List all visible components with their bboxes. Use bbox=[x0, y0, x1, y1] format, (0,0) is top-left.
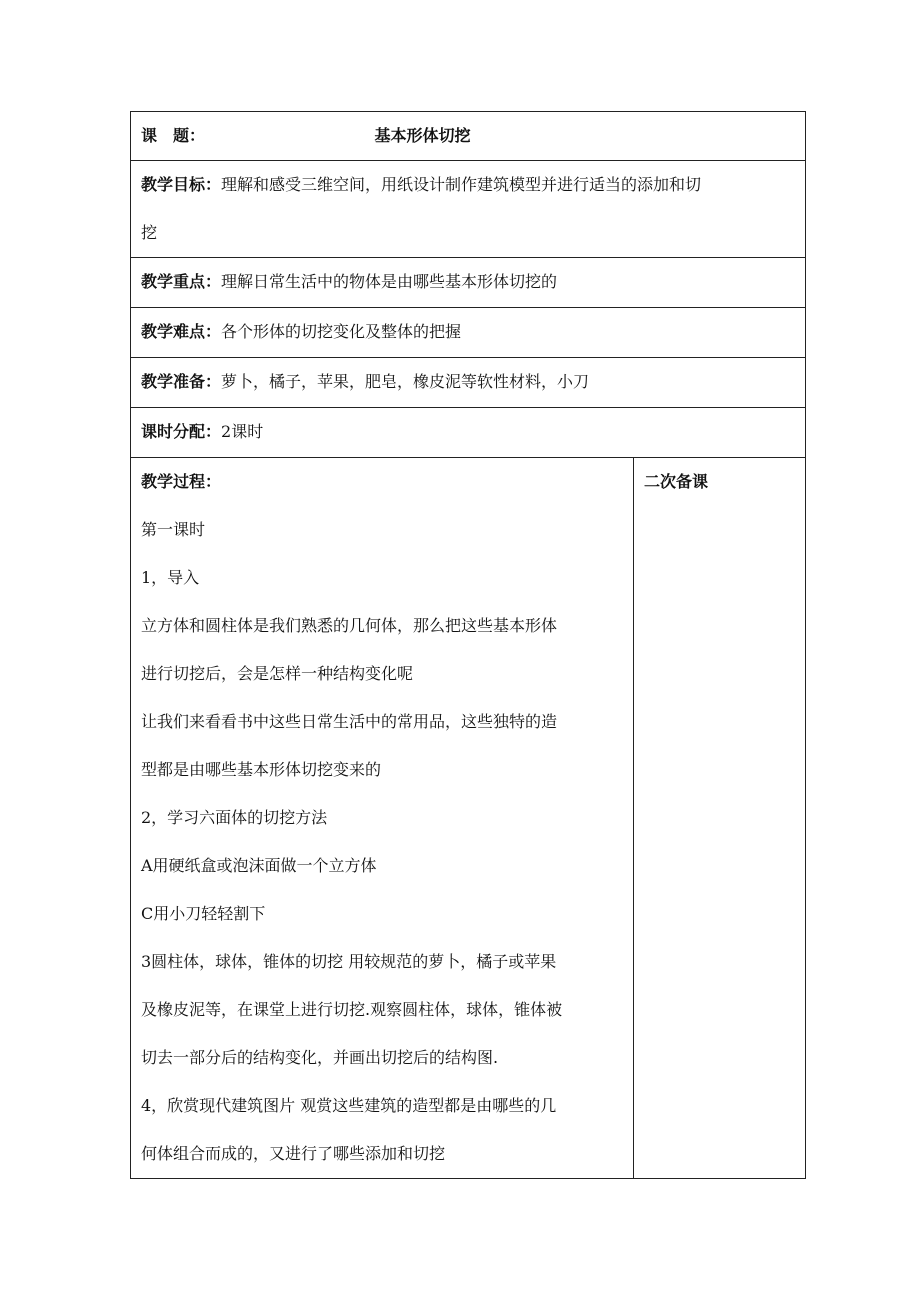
goal-row bbox=[131, 161, 806, 258]
process-line: 进行切挖后，会是怎样一种结构变化呢 bbox=[141, 664, 414, 683]
process-line: 切去一部分后的结构变化，并画出切挖后的结构图. bbox=[141, 1048, 499, 1067]
hours-row bbox=[131, 408, 806, 458]
goal-cell bbox=[131, 161, 806, 258]
process-line: 第一课时 bbox=[141, 520, 206, 539]
notes-label: 二次备课 bbox=[644, 472, 709, 491]
goal-text-line2: 挖 bbox=[141, 223, 158, 242]
hours-label: 课时分配： bbox=[141, 422, 222, 441]
difficulty-row bbox=[131, 308, 806, 358]
difficulty-label: 教学难点： bbox=[141, 322, 222, 341]
process-line: 型都是由哪些基本形体切挖变来的 bbox=[141, 760, 382, 779]
process-line: C用小刀轻轻割下 bbox=[141, 904, 266, 923]
process-cell bbox=[131, 458, 634, 1179]
preparation-row bbox=[131, 358, 806, 408]
process-line: 何体组合而成的，又进行了哪些添加和切挖 bbox=[141, 1144, 446, 1163]
key-point-label: 教学重点： bbox=[141, 272, 222, 291]
lesson-plan-table bbox=[130, 111, 806, 1179]
process-line: 立方体和圆柱体是我们熟悉的几何体，那么把这些基本形体 bbox=[141, 616, 558, 635]
topic-label: 课 题： bbox=[141, 126, 206, 145]
process-lines bbox=[141, 506, 633, 1178]
key-point-text: 理解日常生活中的物体是由哪些基本形体切挖的 bbox=[221, 272, 558, 291]
preparation-text: 萝卜，橘子，苹果，肥皂，橡皮泥等软性材料，小刀 bbox=[221, 372, 590, 391]
process-label: 教学过程： bbox=[141, 472, 222, 491]
process-line: 2，学习六面体的切挖方法 bbox=[141, 808, 328, 827]
hours-text: 2课时 bbox=[221, 422, 264, 441]
key-point-row bbox=[131, 258, 806, 308]
goal-text-line1: 理解和感受三维空间，用纸设计制作建筑模型并进行适当的添加和切 bbox=[221, 175, 702, 194]
process-row bbox=[131, 458, 806, 1179]
goal-label: 教学目标： bbox=[141, 175, 222, 194]
preparation-label: 教学准备： bbox=[141, 372, 222, 391]
key-point-cell bbox=[131, 258, 806, 308]
topic-cell bbox=[131, 112, 806, 161]
process-line: 及橡皮泥等，在课堂上进行切挖.观察圆柱体，球体，锥体被 bbox=[141, 1000, 563, 1019]
difficulty-cell bbox=[131, 308, 806, 358]
process-line: 4，欣赏现代建筑图片 观赏这些建筑的造型都是由哪些的几 bbox=[141, 1096, 557, 1115]
process-line: 让我们来看看书中这些日常生活中的常用品，这些独特的造 bbox=[141, 712, 558, 731]
process-line: A用硬纸盒或泡沫面做一个立方体 bbox=[141, 856, 377, 875]
preparation-cell bbox=[131, 358, 806, 408]
notes-cell bbox=[634, 458, 806, 1179]
process-line: 3圆柱体，球体，锥体的切挖 用较规范的萝卜，橘子或苹果 bbox=[141, 952, 557, 971]
difficulty-text: 各个形体的切挖变化及整体的把握 bbox=[221, 322, 462, 341]
topic-row bbox=[131, 112, 806, 161]
hours-cell bbox=[131, 408, 806, 458]
process-line: 1，导入 bbox=[141, 568, 200, 587]
topic-title: 基本形体切挖 bbox=[374, 126, 471, 145]
